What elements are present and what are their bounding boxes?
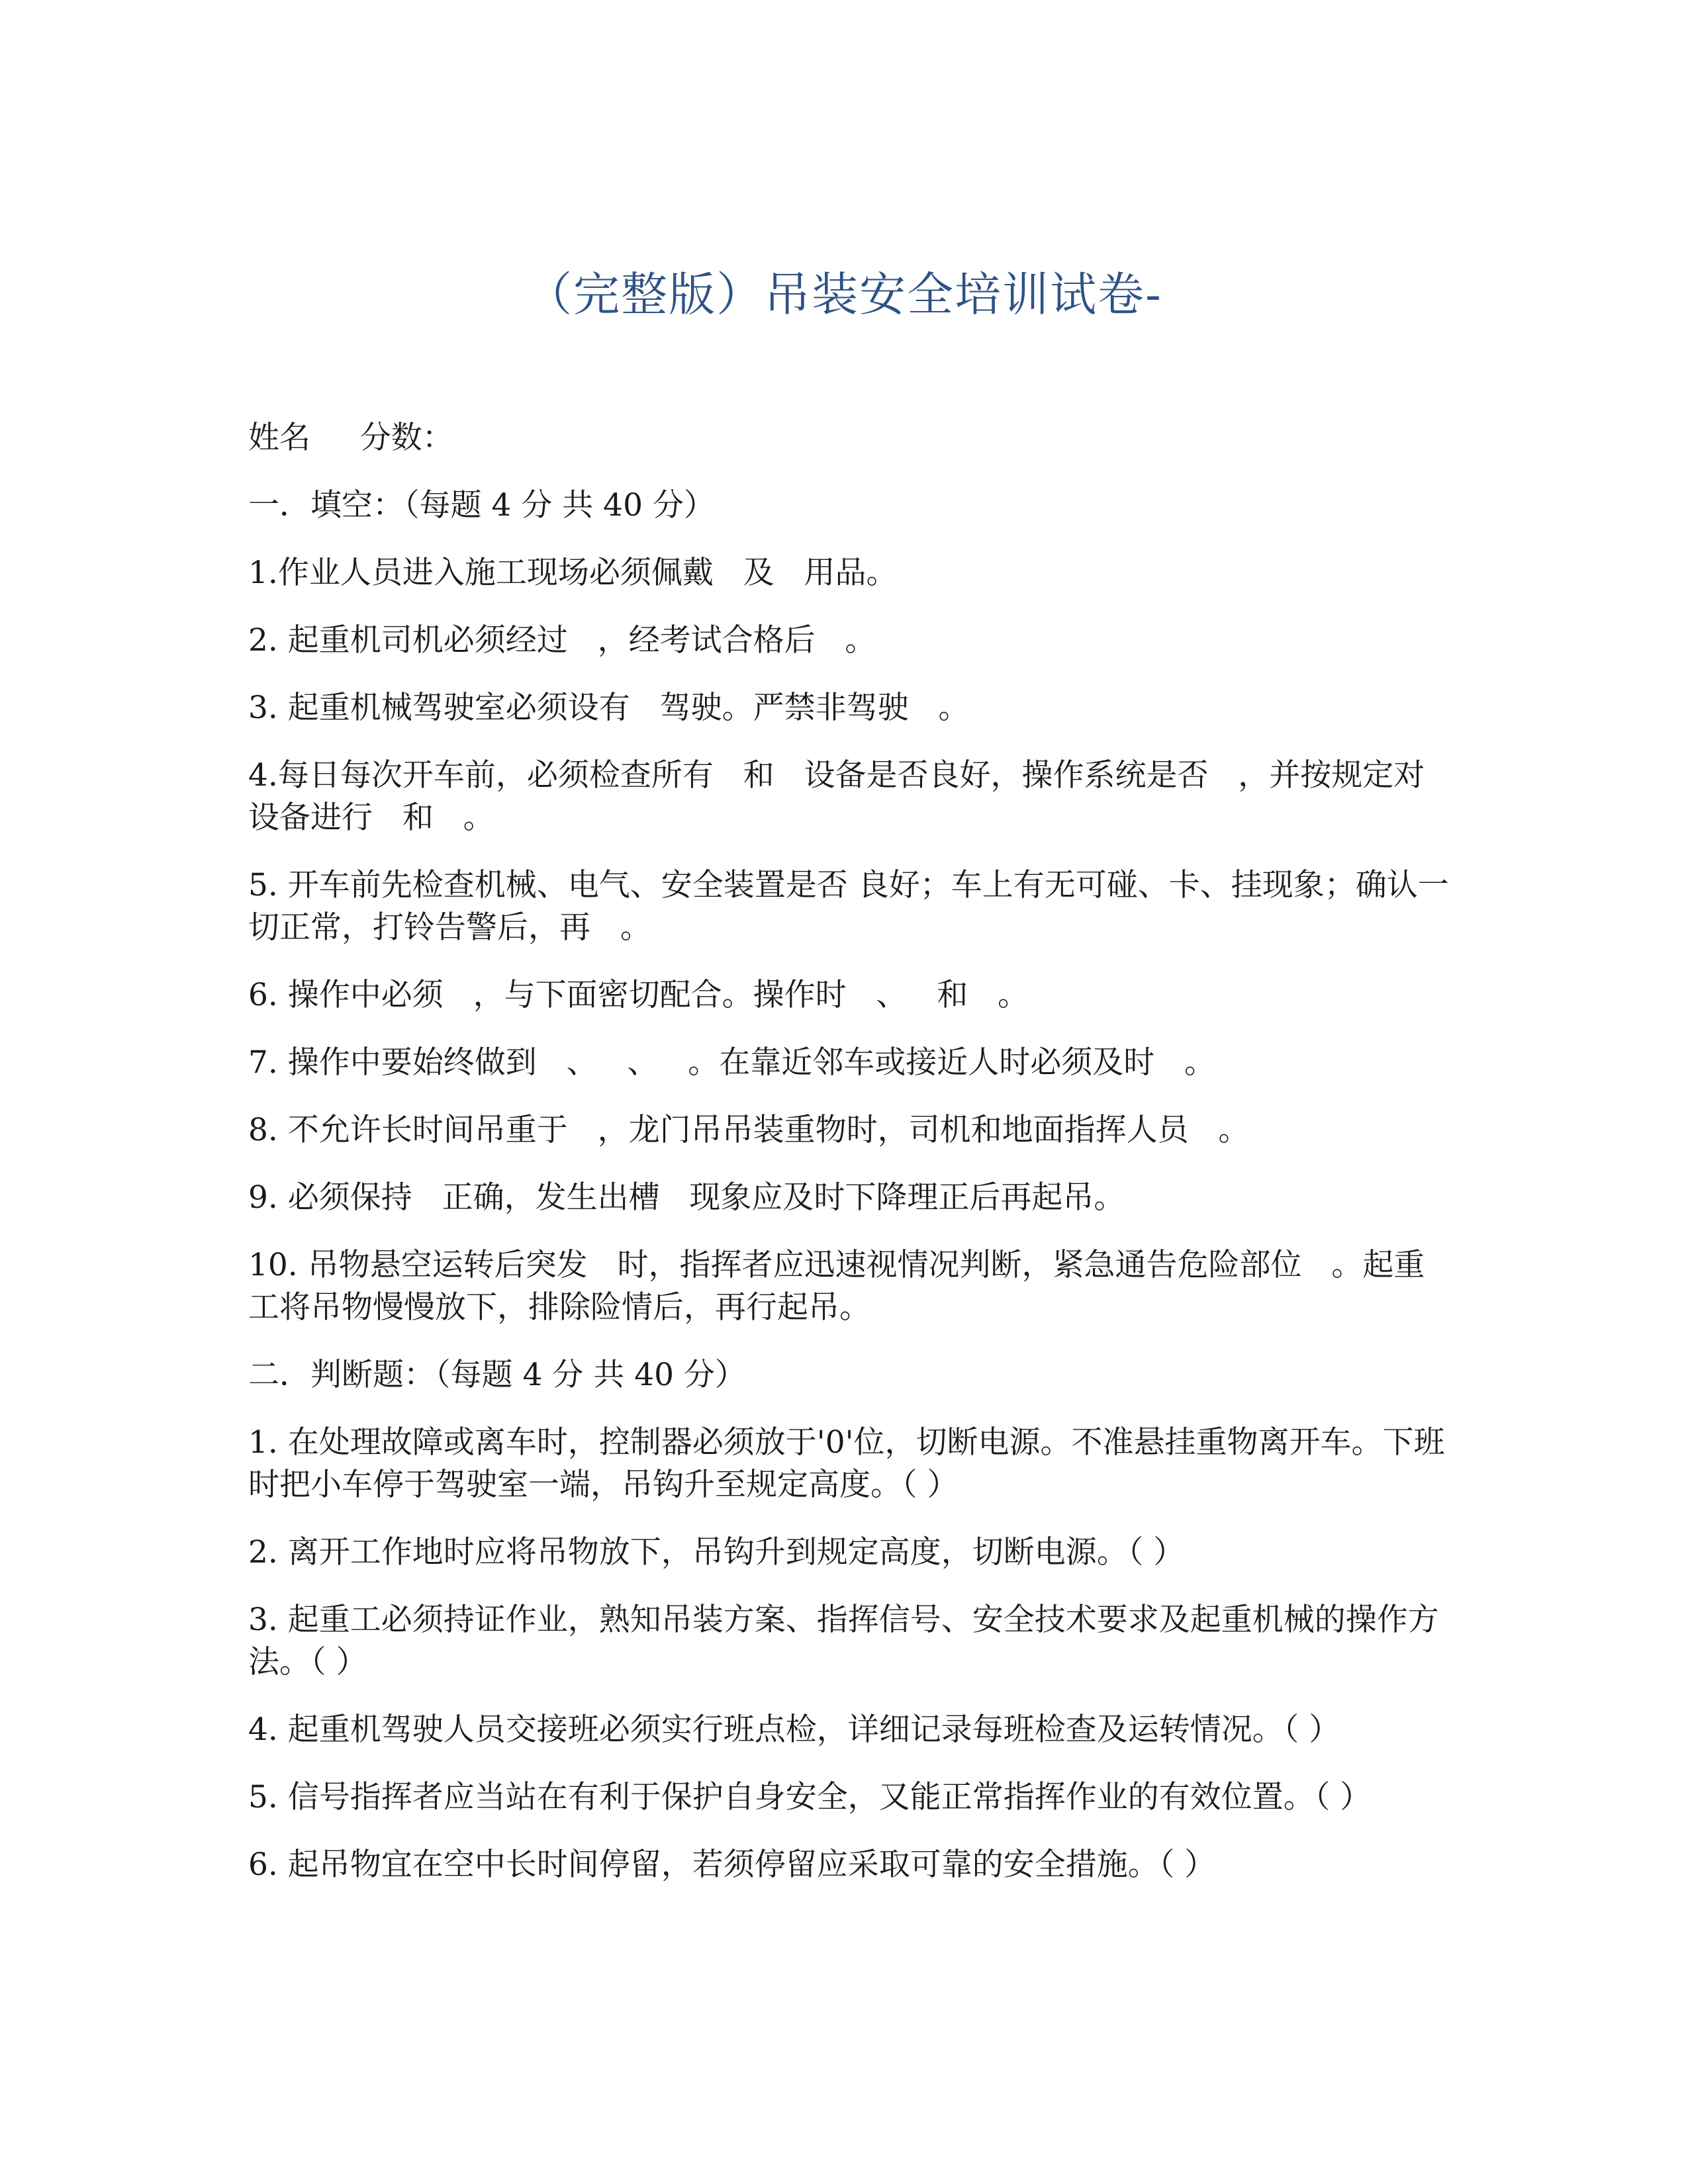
question-item: 5. 开车前先检查机械、电气、安全装置是否 良好；车上有无可碰、卡、挂现象；确认一切正常，打铃告警后，再 。 <box>248 867 1449 946</box>
question-item: 6. 起吊物宜在空中长时间停留，若须停留应采取可靠的安全措施。（ ） <box>248 1846 1216 1883</box>
question-item: 9. 必须保持 正确，发生出槽 现象应及时下降理正后再起吊。 <box>248 1179 1125 1216</box>
question-item: 5. 信号指挥者应当站在有利于保护自身安全，又能正常指挥作业的有效位置。（ ） <box>248 1779 1372 1815</box>
document-body <box>248 417 1453 1911</box>
question-item: 6. 操作中必须 ，与下面密切配合。操作时 、 和 。 <box>248 977 1029 1013</box>
name-score-line: 姓名 分数： <box>248 420 453 456</box>
question-item: 10. 吊物悬空运转后突发 时，指挥者应迅速视情况判断，紧急通告危险部位 。起重工将吊物慢慢放下，排除险情后，再行起吊。 <box>248 1247 1425 1326</box>
question-item: 8. 不允许长时间吊重于 ，龙门吊吊装重物时，司机和地面指挥人员 。 <box>248 1112 1250 1148</box>
question-item: 1. 在处理故障或离车时，控制器必须放于'0'位，切断电源。不准悬挂重物离开车。下班时把小车停于驾驶室一端，吊钩升至规定高度。（ ） <box>248 1424 1445 1503</box>
question-item: 1.作业人员进入施工现场必须佩戴 及 用品。 <box>248 555 898 591</box>
question-item: 3. 起重工必须持证作业，熟知吊装方案、指挥信号、安全技术要求及起重机械的操作方法。（ ） <box>248 1602 1439 1680</box>
question-item: 4.每日每次开车前，必须检查所有 和 设备是否良好，操作系统是否 ，并按规定对设备进行 和 。 <box>248 757 1425 836</box>
question-item: 3. 起重机械驾驶室必须设有 驾驶。严禁非驾驶 。 <box>248 690 970 726</box>
question-item: 7. 操作中要始终做到 、 、 。在靠近邻车或接近人时必须及时 。 <box>248 1044 1216 1081</box>
document-title: （完整版）吊装安全培训试卷- <box>526 267 1162 322</box>
section-heading-fill-in: 一．填空：（每题 4 分 共 40 分） <box>248 487 715 523</box>
section-heading-true-false: 二．判断题：（每题 4 分 共 40 分） <box>248 1357 746 1393</box>
question-item: 2. 离开工作地时应将吊物放下，吊钩升到规定高度，切断电源。（ ） <box>248 1534 1185 1570</box>
question-item: 2. 起重机司机必须经过 ，经考试合格后 。 <box>248 622 876 659</box>
question-item: 4. 起重机驾驶人员交接班必须实行班点检，详细记录每班检查及运转情况。（ ） <box>248 1711 1340 1748</box>
